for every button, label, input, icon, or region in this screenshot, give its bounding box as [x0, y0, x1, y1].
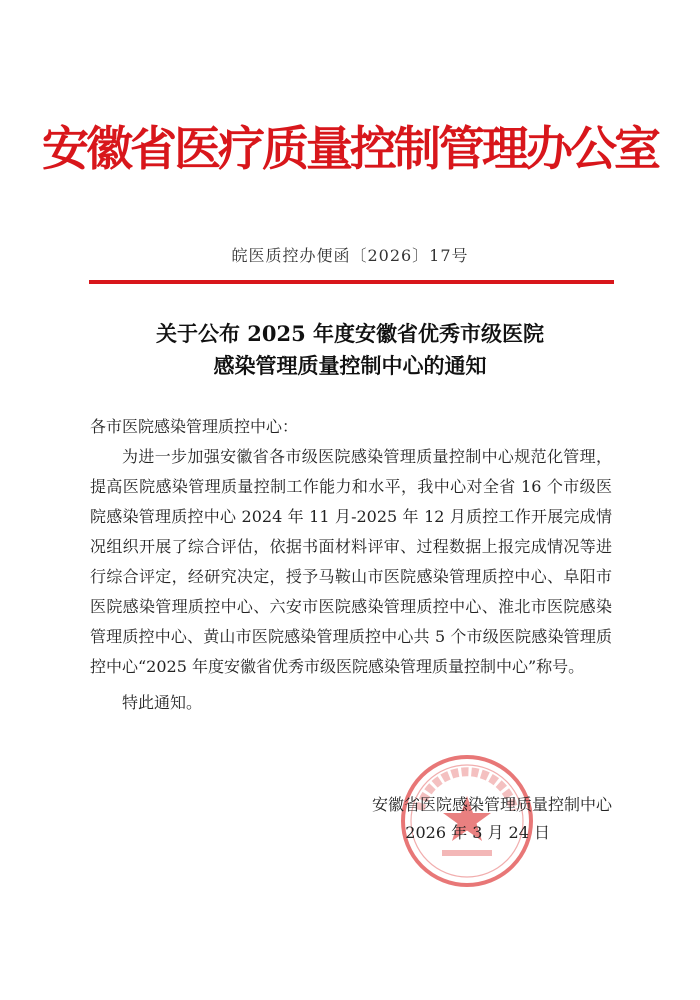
- salutation: 各市医院感染管理质控中心：: [90, 417, 299, 436]
- notice-title: [0, 318, 700, 382]
- red-divider-line: [89, 280, 614, 284]
- body-paragraph: 为进一步加强安徽省各市级医院感染管理质量控制中心规范化管理，提高医院感染管理质量控制工作能力和水平，我中心对全省 16 个市级医院感染管理质控中心 2024 年 11 月-2025 年 12 月质控工作开展完成情况组织开展了综合评估，依据书面材料评审、过程数据上报完成情况等进行综合评定，经研究决定，授予马鞍山市医院感染管理质控中心、阜阳市医院感染管理质控中心、六安市医院感染管理质控中心、淮北市医院感染管理质控中心、黄山市医院感染管理质控中心共 5 个市级医院感染管理质控中心“2025 年度安徽省优秀市级医院感染管理质量控制中心”称号。: [90, 447, 612, 676]
- signature-date: 2026 年 3 月 24 日: [405, 823, 550, 842]
- document-number: 皖医质控办便函〔2026〕17号: [231, 246, 469, 265]
- notice-title-line-1: 关于公布 2025 年度安徽省优秀市级医院: [155, 321, 545, 346]
- notice-body: [90, 412, 612, 718]
- notice-title-line-2: 感染管理质量控制中心的通知: [213, 353, 487, 378]
- issuing-office-header: 安徽省医疗质量控制管理办公室: [42, 122, 658, 177]
- closing-line: 特此通知。: [122, 693, 203, 712]
- signature-organization: 安徽省医院感染管理质量控制中心: [371, 795, 612, 814]
